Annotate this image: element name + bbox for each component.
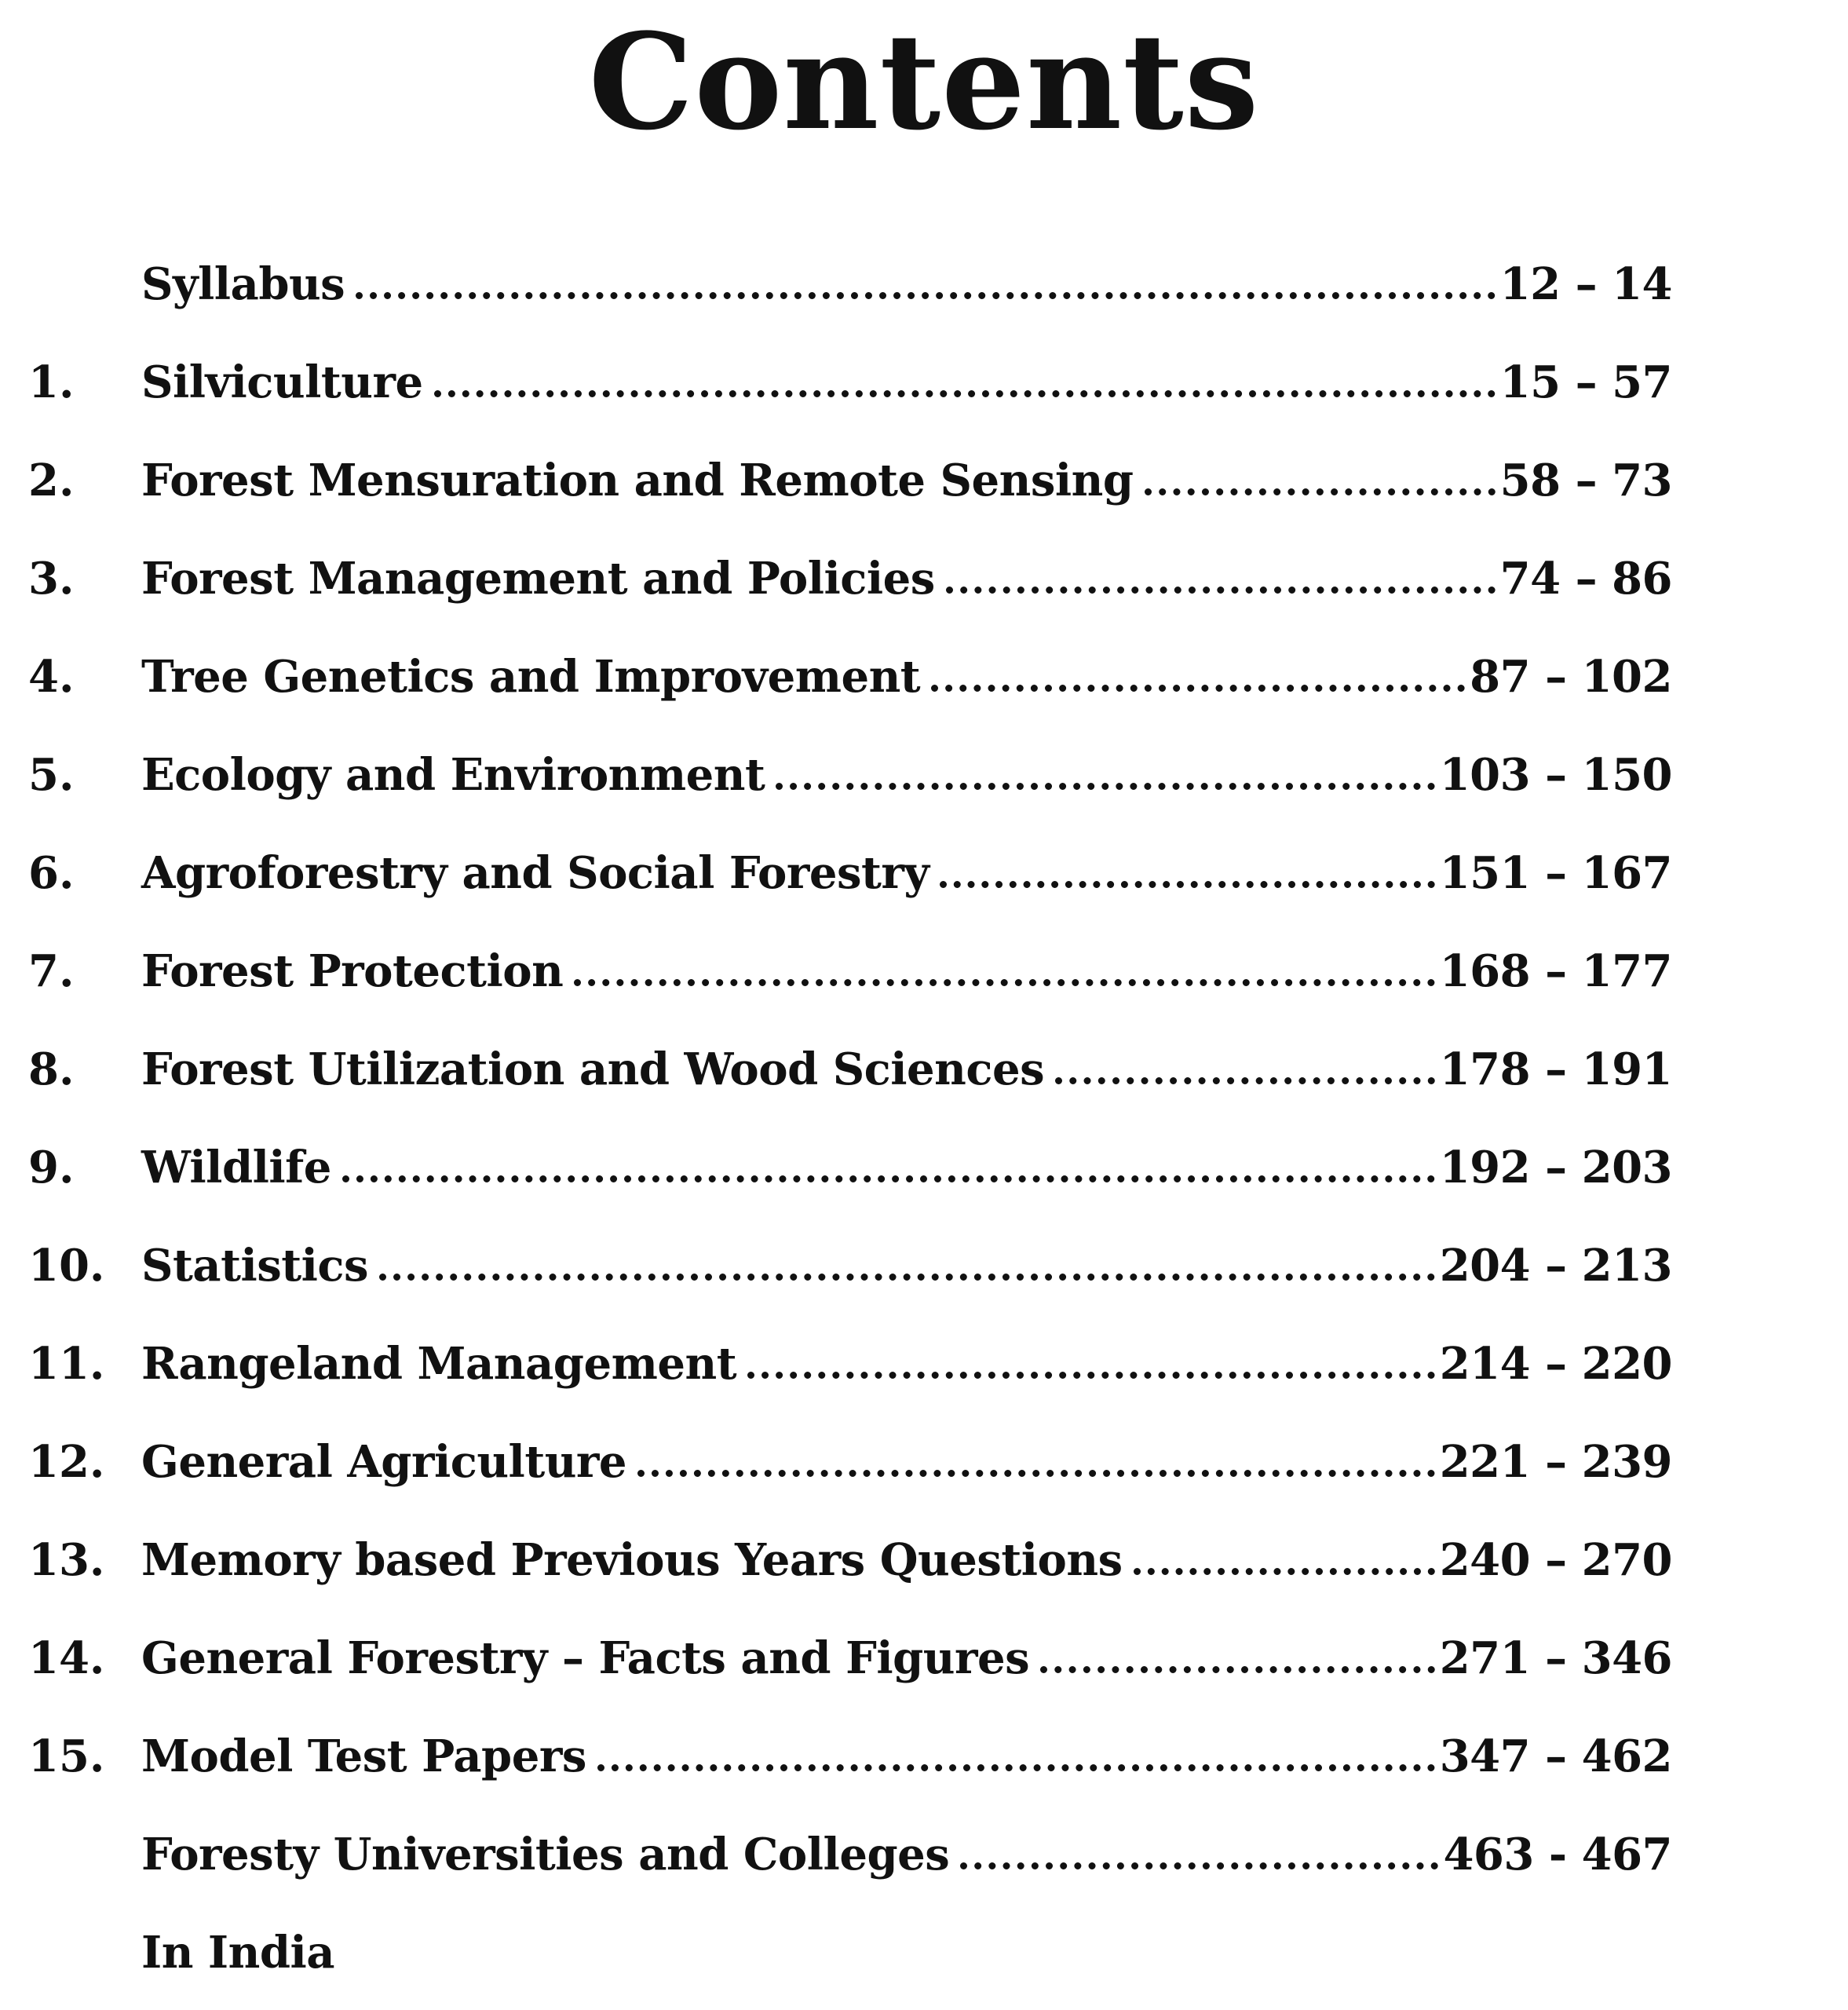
entry-title: Agroforestry and Social Forestry bbox=[141, 847, 929, 899]
entry-number: 15. bbox=[28, 1730, 105, 1782]
entry-number: 6. bbox=[28, 847, 75, 899]
toc-entry bbox=[0, 628, 1848, 726]
entry-title: General Forestry – Facts and Figures bbox=[141, 1632, 1030, 1684]
dot-leader bbox=[342, 1175, 1435, 1182]
entry-number: 1. bbox=[28, 356, 75, 408]
entry-title: Statistics bbox=[141, 1240, 369, 1292]
entry-title: Foresty Universities and Colleges bbox=[141, 1829, 950, 1880]
toc-entry bbox=[0, 334, 1848, 432]
dot-leader bbox=[597, 1764, 1435, 1771]
toc-entry bbox=[0, 1217, 1848, 1315]
entry-line bbox=[141, 1217, 1672, 1315]
dot-leader bbox=[940, 881, 1434, 888]
entry-title: Forest Utilization and Wood Sciences bbox=[141, 1043, 1045, 1095]
dot-leader bbox=[379, 1274, 1435, 1281]
dot-leader bbox=[1040, 1666, 1435, 1673]
entry-line bbox=[141, 530, 1672, 628]
entry-line bbox=[141, 1413, 1672, 1511]
entry-line bbox=[141, 1119, 1672, 1217]
entry-pages: 240 – 270 bbox=[1439, 1534, 1672, 1586]
entry-title: Silviculture bbox=[141, 356, 423, 408]
entry-pages: 74 – 86 bbox=[1499, 553, 1672, 605]
entry-line bbox=[141, 923, 1672, 1021]
entry-title-continuation: In India bbox=[141, 1927, 335, 1979]
toc-entry bbox=[0, 1511, 1848, 1610]
entry-pages: 463 - 467 bbox=[1443, 1829, 1672, 1880]
toc-entry bbox=[0, 1806, 1848, 1904]
dot-leader bbox=[747, 1372, 1435, 1379]
entry-line bbox=[141, 628, 1672, 726]
entry-pages: 12 – 14 bbox=[1499, 258, 1672, 310]
toc-entry-continuation bbox=[0, 1904, 1848, 2002]
entry-number: 11. bbox=[28, 1338, 105, 1390]
page-title: Contents bbox=[588, 4, 1260, 159]
entry-line bbox=[141, 1511, 1672, 1610]
entry-title: Forest Mensuration and Remote Sensing bbox=[141, 455, 1134, 506]
entry-number: 13. bbox=[28, 1534, 105, 1586]
entry-line bbox=[141, 334, 1672, 432]
dot-leader bbox=[931, 685, 1465, 692]
entry-title: Memory based Previous Years Questions bbox=[141, 1534, 1123, 1586]
toc-entry bbox=[0, 1119, 1848, 1217]
entry-number: 2. bbox=[28, 455, 75, 506]
entry-pages: 192 – 203 bbox=[1439, 1142, 1672, 1193]
entry-line bbox=[141, 1806, 1672, 1904]
entry-number: 14. bbox=[28, 1632, 105, 1684]
toc-entry bbox=[0, 726, 1848, 824]
entry-pages: 58 – 73 bbox=[1499, 455, 1672, 506]
entry-line bbox=[141, 1708, 1672, 1806]
entry-title: Syllabus bbox=[141, 258, 345, 310]
entry-number: 5. bbox=[28, 749, 75, 801]
entry-number: 9. bbox=[28, 1142, 75, 1193]
dot-leader bbox=[1055, 1077, 1435, 1084]
table-of-contents bbox=[0, 236, 1848, 2002]
dot-leader bbox=[637, 1470, 1435, 1477]
entry-pages: 168 – 177 bbox=[1439, 945, 1672, 997]
toc-entry bbox=[0, 1708, 1848, 1806]
entry-title: Rangeland Management bbox=[141, 1338, 737, 1390]
entry-line bbox=[141, 236, 1672, 334]
entry-title: Ecology and Environment bbox=[141, 749, 765, 801]
toc-entry bbox=[0, 432, 1848, 530]
dot-leader bbox=[776, 783, 1434, 790]
entry-line bbox=[141, 1021, 1672, 1119]
dot-leader bbox=[1134, 1568, 1435, 1575]
entry-pages: 15 – 57 bbox=[1499, 356, 1672, 408]
entry-number: 8. bbox=[28, 1043, 75, 1095]
dot-leader bbox=[356, 292, 1495, 299]
toc-entry bbox=[0, 824, 1848, 923]
entry-number: 7. bbox=[28, 945, 75, 997]
entry-line bbox=[141, 432, 1672, 530]
entry-number: 3. bbox=[28, 553, 75, 605]
toc-entry bbox=[0, 923, 1848, 1021]
toc-entry bbox=[0, 1021, 1848, 1119]
entry-pages: 87 – 102 bbox=[1470, 651, 1672, 703]
entry-pages: 214 – 220 bbox=[1439, 1338, 1672, 1390]
dot-leader bbox=[574, 979, 1434, 986]
entry-title: Model Test Papers bbox=[141, 1730, 586, 1782]
entry-line bbox=[141, 726, 1672, 824]
dot-leader bbox=[434, 390, 1496, 397]
entry-pages: 271 – 346 bbox=[1439, 1632, 1672, 1684]
entry-title: General Agriculture bbox=[141, 1436, 627, 1488]
entry-title: Forest Management and Policies bbox=[141, 553, 935, 605]
toc-entry bbox=[0, 1610, 1848, 1708]
entry-number: 12. bbox=[28, 1436, 105, 1488]
toc-entry bbox=[0, 1413, 1848, 1511]
entry-title: Forest Protection bbox=[141, 945, 564, 997]
toc-entry bbox=[0, 1315, 1848, 1413]
entry-line bbox=[141, 1610, 1672, 1708]
dot-leader bbox=[946, 587, 1496, 594]
entry-pages: 178 – 191 bbox=[1439, 1043, 1672, 1095]
entry-pages: 221 – 239 bbox=[1439, 1436, 1672, 1488]
entry-pages: 103 – 150 bbox=[1439, 749, 1672, 801]
entry-line bbox=[141, 824, 1672, 923]
dot-leader bbox=[1145, 488, 1496, 495]
entry-pages: 204 – 213 bbox=[1439, 1240, 1672, 1292]
entry-number: 4. bbox=[28, 651, 75, 703]
entry-title: Tree Genetics and Improvement bbox=[141, 651, 921, 703]
dot-leader bbox=[960, 1862, 1438, 1869]
entry-title: Wildlife bbox=[141, 1142, 331, 1193]
entry-line bbox=[141, 1315, 1672, 1413]
entry-number: 10. bbox=[28, 1240, 105, 1292]
toc-entry bbox=[0, 236, 1848, 334]
toc-entry bbox=[0, 530, 1848, 628]
entry-pages: 151 – 167 bbox=[1439, 847, 1672, 899]
entry-pages: 347 – 462 bbox=[1439, 1730, 1672, 1782]
